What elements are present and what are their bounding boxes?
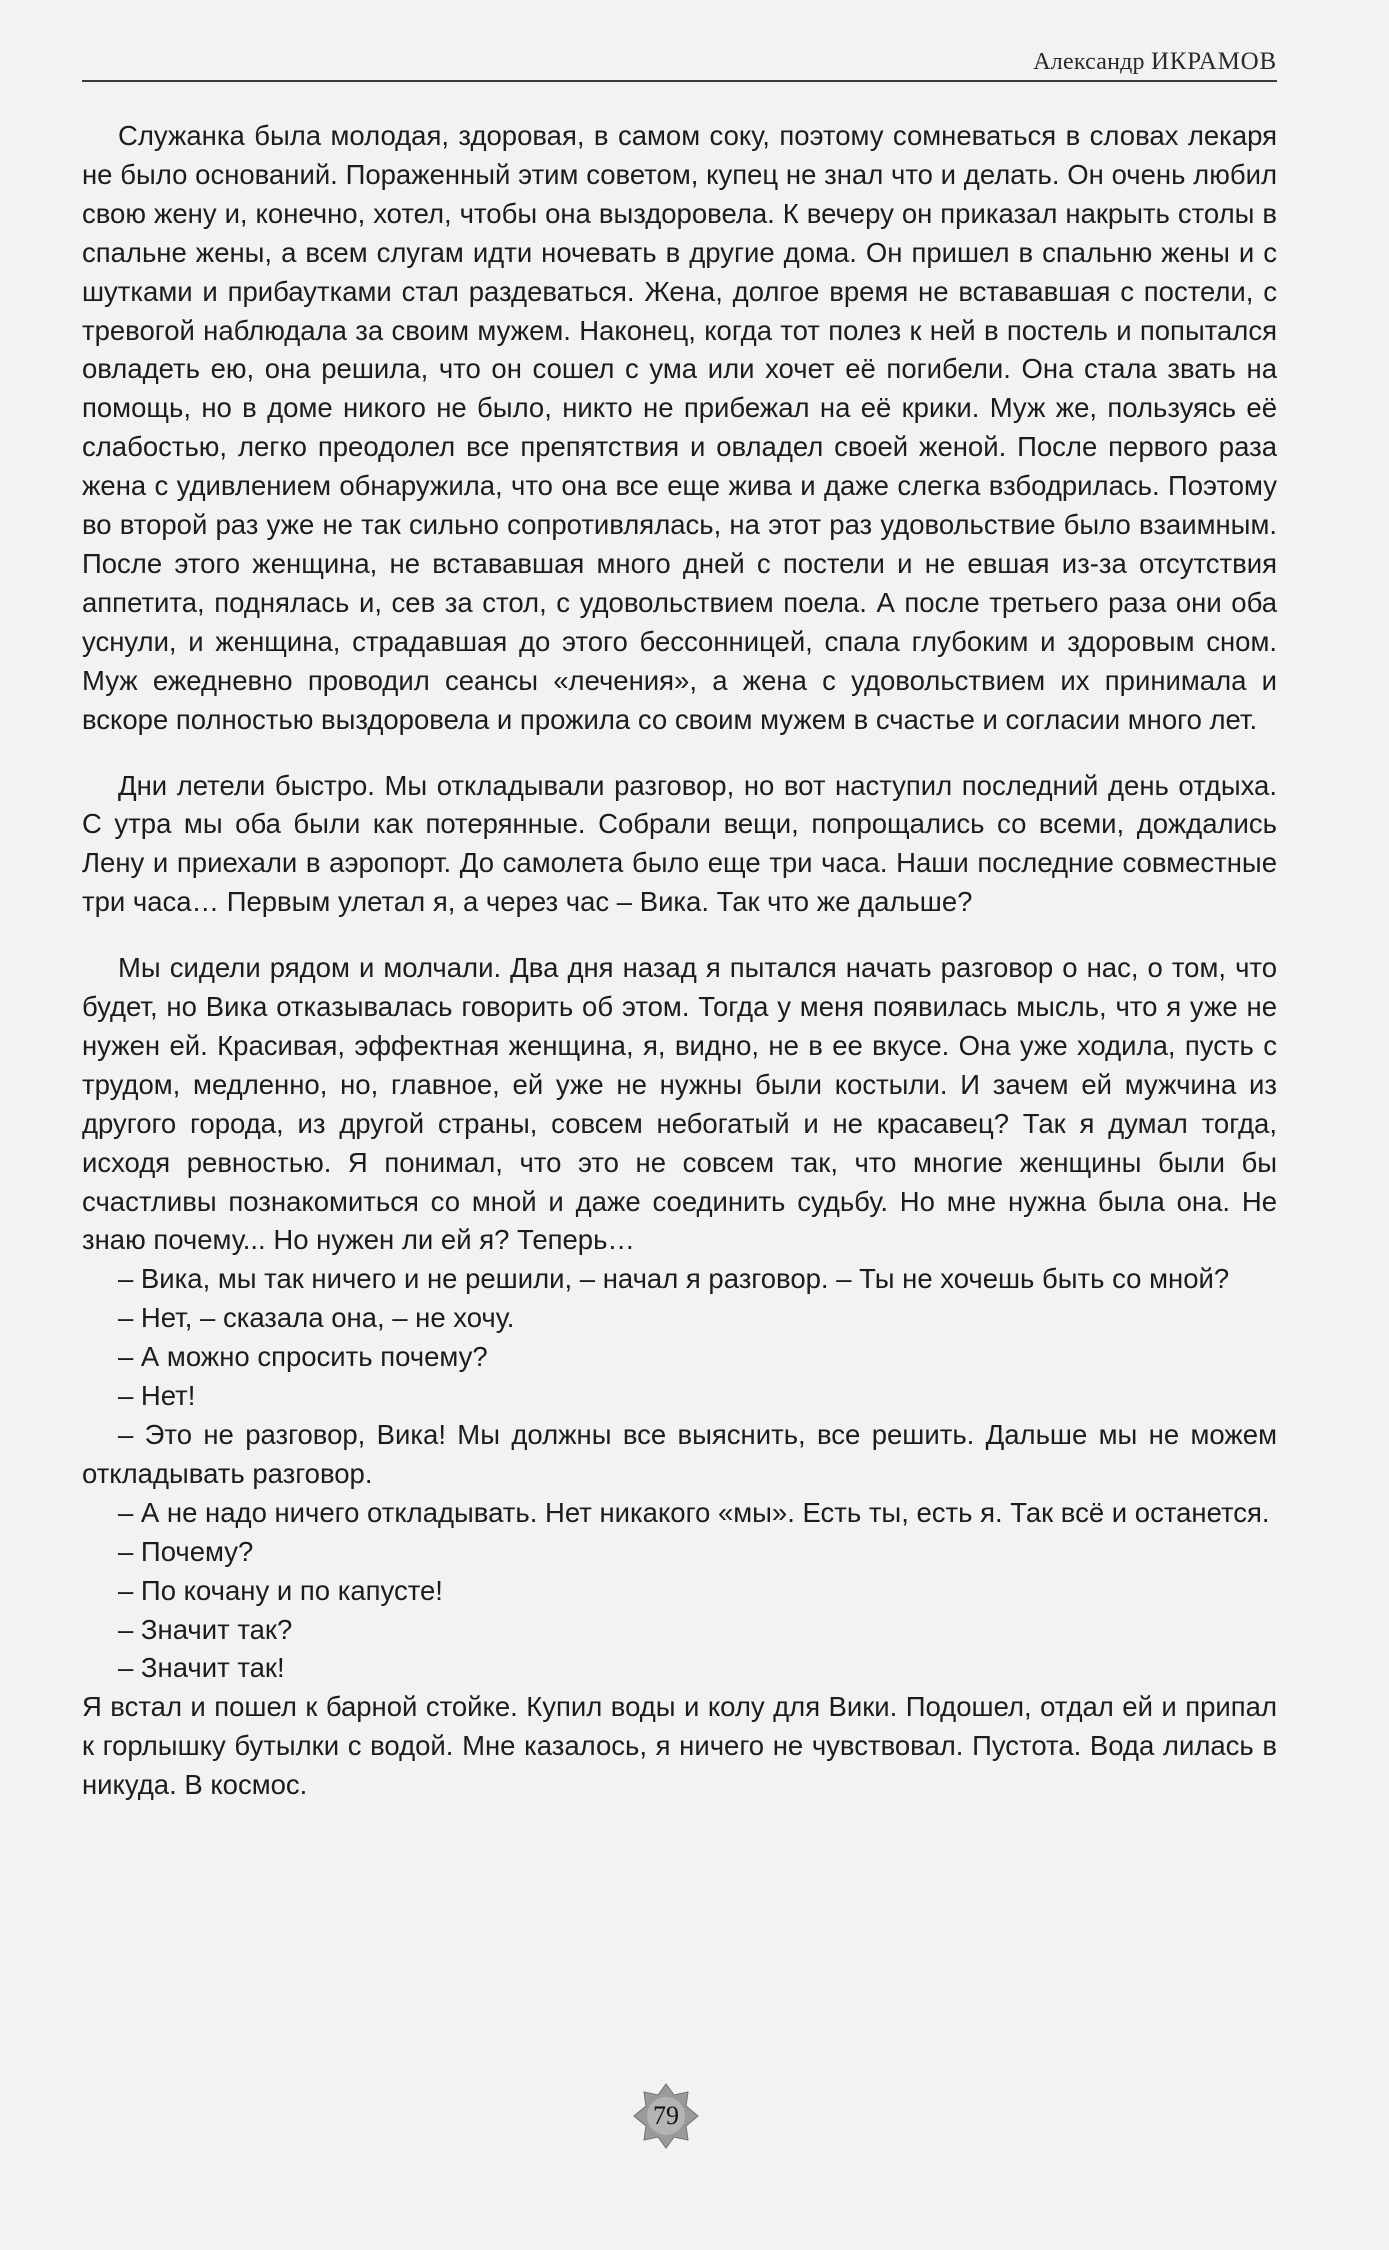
dialogue-line: – По кочану и по капусте! bbox=[118, 1574, 443, 1606]
header-rule bbox=[82, 80, 1277, 82]
dialogue-line: – Вика, мы так ничего и не решили, – начал я разговор. – Ты не хочешь быть со мной? bbox=[118, 1263, 1230, 1295]
author-surname: ИКРАМОВ bbox=[1150, 48, 1277, 75]
page-number-badge bbox=[633, 2083, 699, 2149]
dialogue-line: – Значит так! bbox=[118, 1652, 285, 1684]
paragraph-healer-story: Служанка была молодая, здоровая, в самом соку, поэтому сомневаться в словах лекаря не было оснований. Пораженный этим советом, купец не знал что и делать. Он очень любил свою жену и, конечно, хотел, чтобы она выздоровела. К вечеру он приказал накрыть столы в спальне жены, а всем слугам идти ночевать в другие дома. Он пришел в спальню жены и с шутками и прибаутками стал раздеваться. Жена, долгое время не встававшая с постели, с тревогой наблюдала за своим мужем. Наконец, когда тот полез к ней в постель и попытался овладеть ею, она решила, что он сошел с ума или хочет её погибели. Она стала звать на помощь, но в доме никого не было, никто не прибежал на её крики. Муж же, пользуясь её слабостью, легко преодолел все препятствия и овладел своей женой. После первого раза жена с удивлением обнаружила, что она все еще жива и даже слегка взбодрилась. Поэтому во второй раз уже не так сильно сопротивлялась, на этот раз удовольствие было взаимным. После этого женщина, не встававшая много дней с постели и не евшая из-за отсутствия аппетита, поднялась и, сев за стол, с удовольствием поела. А после третьего раза они оба уснули, и женщина, страдавшая до этого бессонницей, спала глубоким и здоровым сном. Муж ежедневно проводил сеансы «лечения», а жена с удовольствием их принимала и вскоре полностью выздоровела и прожила со своим мужем в счастье и согласии много лет. bbox=[82, 120, 1277, 735]
body-text bbox=[82, 117, 1277, 1805]
paragraph-bar: Я встал и пошел к барной стойке. Купил воды и колу для Вики. Подошел, отдал ей и припал к горлышку бутылки с водой. Мне казалось, я ничего не чувствовал. Пустота. Вода лилась в никуда. В космос. bbox=[82, 1691, 1277, 1801]
paragraph-last-day: Дни летели быстро. Мы откладывали разговор, но вот наступил последний день отдыха. С утра мы оба были как потерянные. Собрали вещи, попрощались со всеми, дождались Лену и приехали в аэропорт. До самолета было еще три часа. Наши последние совместные три часа… Первым улетал я, а через час – Вика. Так что же дальше? bbox=[82, 769, 1277, 918]
dialogue-line: – Это не разговор, Вика! Мы должны все выяснить, все решить. Дальше мы не можем откладывать разговор. bbox=[82, 1419, 1277, 1489]
dialogue-line: – Значит так? bbox=[118, 1613, 293, 1645]
dialogue-line: – Нет! bbox=[118, 1380, 196, 1412]
dialogue-line: – Почему? bbox=[118, 1535, 254, 1567]
page-number: 79 bbox=[653, 2101, 679, 2130]
dialogue-line: – А можно спросить почему? bbox=[118, 1341, 488, 1373]
dialogue-line: – А не надо ничего откладывать. Нет никакого «мы». Есть ты, есть я. Так всё и останется. bbox=[118, 1496, 1270, 1528]
dialogue-line: – Нет, – сказала она, – не хочу. bbox=[118, 1302, 515, 1334]
paragraph-silence: Мы сидели рядом и молчали. Два дня назад я пытался начать разговор о нас, о том, что будет, но Вика отказывалась говорить об этом. Тогда у меня появилась мысль, что я уже не нужен ей. Красивая, эффектная женщина, я, видно, не в ее вкусе. Она уже ходила, пусть с трудом, медленно, но, главное, ей уже не нужны были костыли. И зачем ей мужчина из другого города, из другой страны, совсем небогатый и не красавец? Так я думал тогда, исходя ревностью. Я понимал, что это не совсем так, что многие женщины были бы счастливы познакомиться со мной и даже соединить судьбу. Но мне нужна была она. Не знаю почему... Но нужен ли ей я? Теперь… bbox=[82, 952, 1277, 1256]
running-head bbox=[82, 48, 1277, 76]
author-first-name: Александр bbox=[1033, 49, 1145, 75]
